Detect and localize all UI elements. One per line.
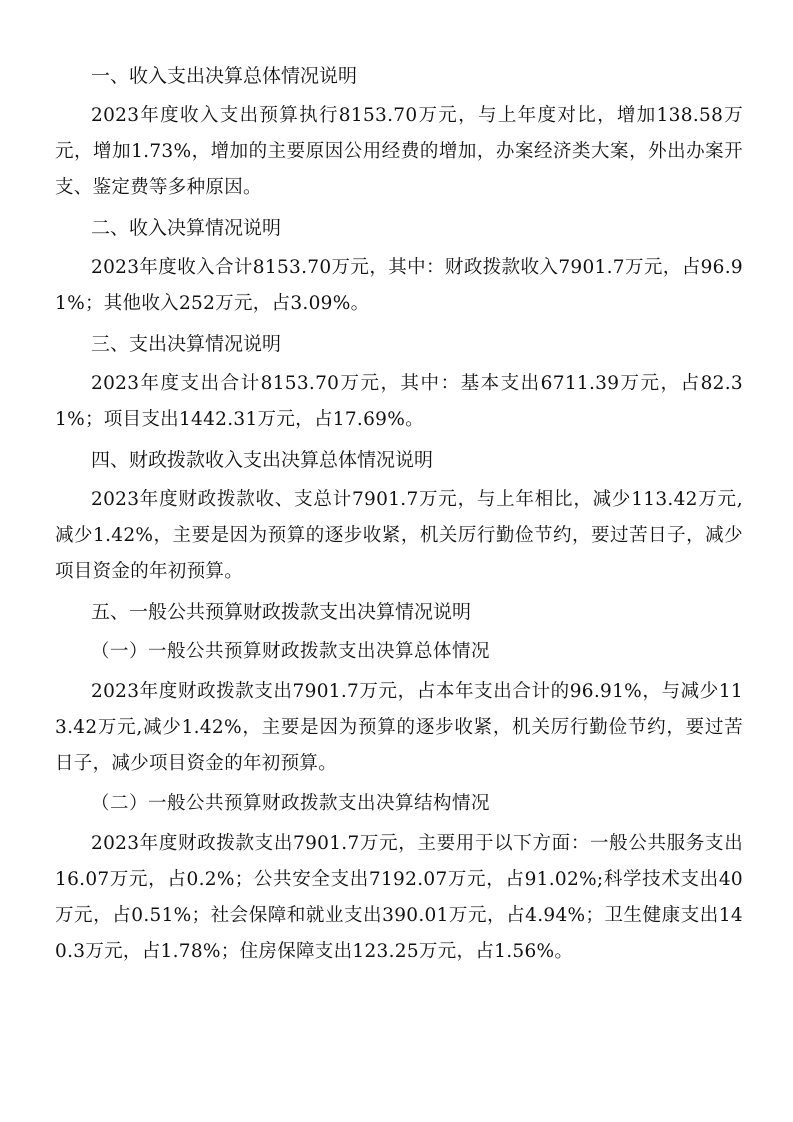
section-5-heading: 五、一般公共预算财政拨款支出决算情况说明 (91, 601, 472, 623)
document-page (55, 58, 743, 974)
section-4-heading: 四、财政拨款收入支出决算总体情况说明 (91, 449, 434, 471)
section-4-paragraph: 2023年度财政拨款收、支总计7901.7万元，与上年相比，减少113.42万元,减少1.42%，主要是因为预算的逐步收紧，机关厉行勤俭节约，要过苦日子，减少项目资金的年初预算。 (55, 489, 743, 582)
section-2-heading: 二、收入决算情况说明 (91, 217, 282, 239)
subsection-1-heading: （一）一般公共预算财政拨款支出决算总体情况 (91, 641, 491, 662)
section-3-heading: 三、支出决算情况说明 (91, 333, 282, 355)
section-3-paragraph: 2023年度支出合计8153.70万元，其中：基本支出6711.39万元，占82.31%；项目支出1442.31万元，占17.69%。 (55, 373, 743, 430)
subsection-2-paragraph: 2023年度财政拨款支出7901.7万元，主要用于以下方面：一般公共服务支出16.07万元，占0.2%；公共安全支出7192.07万元，占91.02%;科学技术支出40万元，占0.51%；社会保障和就业支出390.01万元，占4.94%；卫生健康支出140.3万元，占1.78%；住房保障支出123.25万元，占1.56%。 (55, 833, 743, 962)
section-1-paragraph: 2023年度收入支出预算执行8153.70万元，与上年度对比，增加138.58万元，增加1.73%，增加的主要原因公用经费的增加，办案经济类大案，外出办案开支、鉴定费等多种原因。 (55, 105, 743, 198)
section-1-heading: 一、收入支出决算总体情况说明 (91, 65, 358, 87)
section-2-paragraph: 2023年度收入合计8153.70万元，其中：财政拨款收入7901.7万元，占96.91%；其他收入252万元，占3.09%。 (55, 257, 743, 314)
subsection-2-heading: （二）一般公共预算财政拨款支出决算结构情况 (91, 793, 491, 814)
subsection-1-paragraph: 2023年度财政拨款支出7901.7万元，占本年支出合计的96.91%，与减少113.42万元,减少1.42%，主要是因为预算的逐步收紧，机关厉行勤俭节约，要过苦日子，减少项目资金的年初预算。 (55, 681, 743, 774)
